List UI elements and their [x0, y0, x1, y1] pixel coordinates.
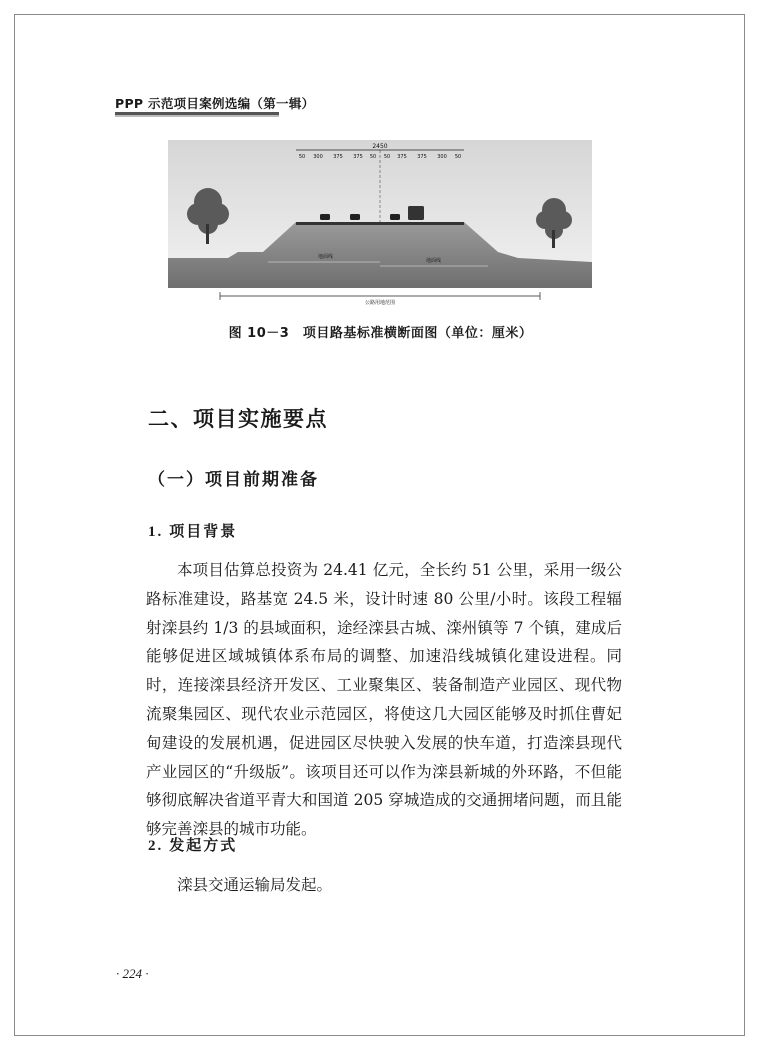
total-width-label: 2450 [372, 143, 388, 150]
dim-label: 375 [417, 154, 427, 160]
dim-label: 375 [397, 154, 407, 160]
car-icon [390, 214, 400, 220]
item-heading-background [148, 520, 237, 541]
road-cross-section-figure [168, 140, 592, 308]
running-header: PPP 示范项目案例选编（第一辑） [115, 96, 315, 111]
dim-label: 50 [383, 154, 391, 160]
cross-section-drawing [168, 140, 592, 308]
ground-label-left: 地面线 [318, 254, 334, 260]
dim-label: 50 [369, 154, 377, 160]
subsection-heading: （一）项目前期准备 [148, 470, 319, 490]
dim-label: 300 [313, 154, 323, 160]
figure-caption: 图 10－3 项目路基标准横断面图（单位：厘米） [228, 326, 533, 341]
dim-label: 50 [298, 154, 306, 160]
header-rule [115, 112, 279, 117]
item-title: 发起方式 [169, 836, 238, 854]
dim-label: 375 [333, 154, 343, 160]
item-title: 项目背景 [169, 522, 238, 540]
dim-label: 50 [454, 154, 462, 160]
bottom-dimension-label: 公路用地范围 [364, 300, 396, 306]
initiation-paragraph: 滦县交通运输局发起。 [177, 876, 333, 894]
item-number: 1. [148, 524, 164, 540]
dim-label: 300 [437, 154, 447, 160]
item-number: 2. [148, 838, 164, 854]
ground-label-right: 地面线 [426, 258, 442, 264]
car-icon [350, 214, 360, 220]
car-icon [320, 214, 330, 220]
bus-icon [408, 206, 424, 220]
background-paragraph: 本项目估算总投资为 24.41 亿元，全长约 51 公里，采用一级公路标准建设，路基宽 24.5 米，设计时速 80 公里/小时。该段工程辐射滦县约 1/3 的县域面积，途经滦县古城、滦州镇等 7 个镇，建成后能够促进区域城镇体系布局的调整、加速沿线城镇化建设进程。同时，连接滦县经济开发区、工业聚集区、装备制造产业园区、现代物流聚集园区、现代农业示范园区，将使这几大园区能够及时抓住曹妃甸建设的发展机遇，促进园区尽快驶入发展的快车道，打造滦县现代产业园区的“升级版”。该项目还可以作为滦县新城的外环路，不但能够彻底解决省道平青大和国道 205 穿城造成的交通拥堵问题，而且能够完善滦县的城市功能。 [146, 561, 622, 839]
item-heading-initiation [148, 834, 237, 855]
page-number: · 224 · [116, 966, 149, 981]
dim-label: 375 [353, 154, 363, 160]
section-heading: 二、项目实施要点 [148, 407, 328, 431]
